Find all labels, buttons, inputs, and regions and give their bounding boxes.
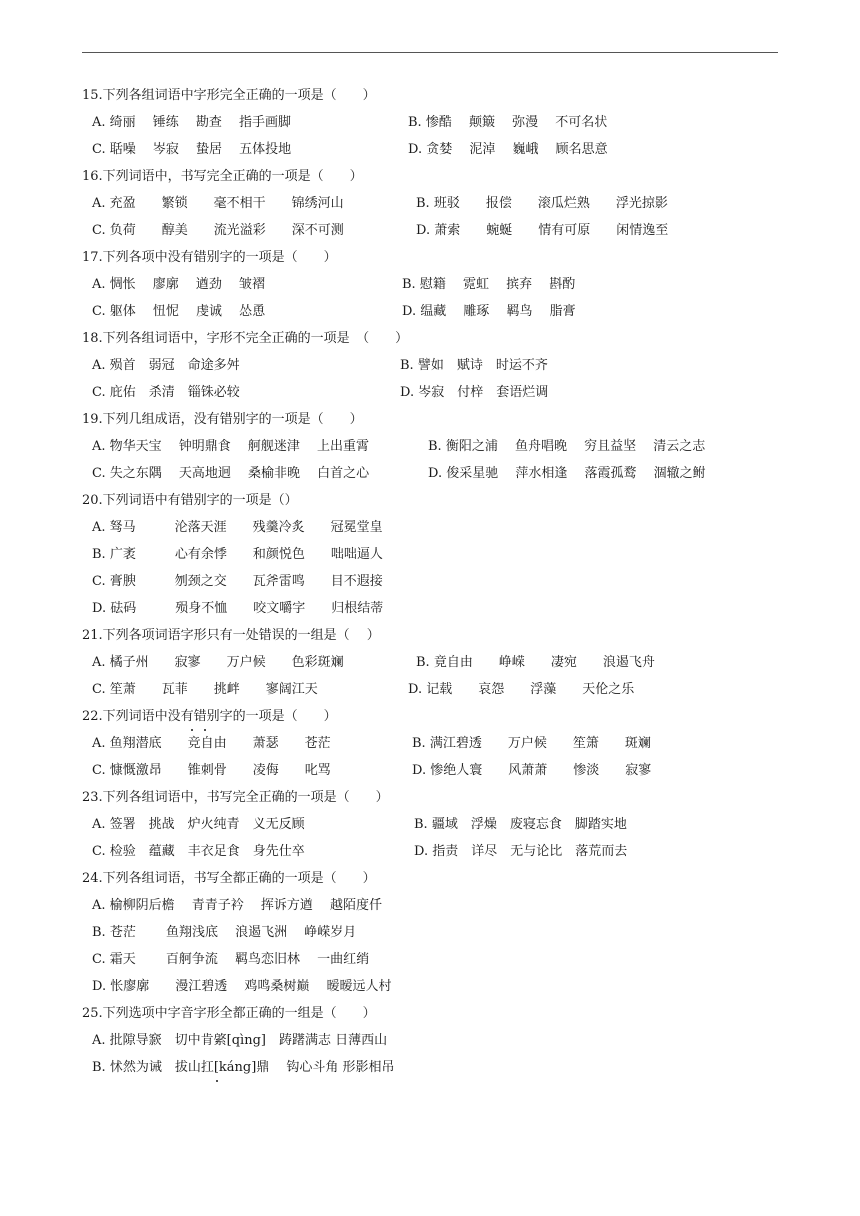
question-24-option-a: A. 榆柳阴后檐 青青子衿 挥诉方遒 越陌度仟 [92, 898, 383, 913]
question-25-option-b: B. 怵然为诫 拔山扛[káng]鼎 钩心斗角 形影相吊 [92, 1060, 395, 1075]
question-22-option-a: A. 鱼翔潜底 竞自由 萧瑟 苍茫 [92, 736, 331, 751]
question-16-option-d: D. 萧索 蜿蜒 情有可原 闲情逸至 [416, 223, 669, 238]
question-23-option-c: C. 检验 蕴藏 丰衣足食 身先仕卒 [92, 844, 305, 859]
question-15-option-c: C. 聒噪 岑寂 蛰居 五体投地 [92, 142, 292, 157]
header-rule [82, 52, 778, 53]
question-20-option-c: C. 膏腴 刎颈之交 瓦斧雷鸣 目不遐接 [92, 574, 383, 589]
question-21-option-b: B. 竟自由 峥嵘 凄宛 浪遏飞舟 [416, 655, 655, 670]
question-25-stem: 25.下列选项中字音字形全都正确的一组是（ ） [82, 1006, 376, 1021]
question-20-option-a: A. 驽马 沦落天涯 残羹冷炙 冠冕堂皇 [92, 520, 383, 535]
question-21-option-a: A. 橘子州 寂寥 万户候 色彩斑斓 [92, 655, 344, 670]
question-16-option-c: C. 负荷 醇美 流光溢彩 深不可测 [92, 223, 344, 238]
question-22-option-c: C. 慷慨激昂 锥刺骨 凌侮 叱骂 [92, 763, 331, 778]
question-23-option-b: B. 疆域 浮燥 废寝忘食 脚踏实地 [414, 817, 627, 832]
question-15-stem: 15.下列各组词语中字形完全正确的一项是（ ） [82, 88, 376, 103]
question-16-stem: 16.下列词语中，书写完全正确的一项是（ ） [82, 169, 363, 184]
question-24-option-b: B. 苍茫 鱼翔浅底 浪遏飞洲 峥嵘岁月 [92, 925, 357, 940]
question-15-option-a: A. 绮丽 锤练 勘查 指手画脚 [92, 115, 292, 130]
question-17-option-a: A. 惆怅 廖廓 遒劲 皱褶 [92, 277, 266, 292]
emphasis-dot-mark [198, 708, 211, 726]
emphasis-dot-mark [210, 1059, 223, 1077]
question-21-option-c: C. 笙萧 瓦菲 挑衅 寥阔江天 [92, 682, 318, 697]
question-19-option-d: D. 俊采星驰 萍水相逢 落霞孤鹜 涸辙之鲋 [428, 466, 706, 481]
question-23-option-d: D. 指责 详尽 无与论比 落荒而去 [414, 844, 628, 859]
question-15-option-b: B. 惨酷 颠簸 弥漫 不可名状 [408, 115, 608, 130]
question-21-stem: 21.下列各项词语字形只有一处错误的一组是（ ） [82, 628, 380, 643]
question-16-option-a: A. 充盈 繁锁 毫不相干 锦绣河山 [92, 196, 344, 211]
question-22-option-d: D. 惨绝人寰 风萧萧 惨淡 寂寥 [412, 763, 652, 778]
question-23-option-a: A. 签署 挑战 炉火纯青 义无反顾 [92, 817, 305, 832]
question-18-option-c: C. 庇佑 杀清 锱铢必较 [92, 385, 240, 400]
question-20-option-b: B. 广袤 心有余悸 和颜悦色 咄咄逼人 [92, 547, 383, 562]
question-24-stem: 24.下列各组词语，书写全都正确的一项是（ ） [82, 871, 376, 886]
question-19-option-a: A. 物华天宝 钟明鼎食 舸舰迷津 上出重霄 [92, 439, 370, 454]
question-23-stem: 23.下列各组词语中，书写完全正确的一项是（ ） [82, 790, 389, 805]
question-19-option-b: B. 衡阳之浦 鱼舟唱晚 穷且益坚 清云之志 [428, 439, 706, 454]
question-18-option-d: D. 岑寂 付梓 套语烂调 [400, 385, 549, 400]
question-17-option-c: C. 躯体 忸怩 虔诚 怂恿 [92, 304, 266, 319]
question-24-option-c: C. 霜天 百舸争流 羁鸟恋旧林 一曲红绡 [92, 952, 370, 967]
question-17-option-d: D. 缊藏 雕琢 羁鸟 脂膏 [402, 304, 576, 319]
question-20-stem: 20.下列词语中有错别字的一项是（） [82, 493, 298, 508]
question-15-option-d: D. 贪婪 泥淖 巍峨 顾名思意 [408, 142, 608, 157]
question-21-option-d: D. 记载 哀怨 浮藻 天伦之乐 [408, 682, 635, 697]
question-20-option-d: D. 砝码 殒身不恤 咬文嚼字 归根结蒂 [92, 601, 384, 616]
question-18-option-a: A. 殒首 弱冠 命途多舛 [92, 358, 240, 373]
question-22-option-b: B. 满江碧透 万户候 笙箫 斑斓 [412, 736, 651, 751]
question-18-option-b: B. 譬如 赋诗 时运不齐 [400, 358, 548, 373]
question-17-stem: 17.下列各项中没有错别字的一项是（ ） [82, 250, 337, 265]
question-17-option-b: B. 慰籍 霓虹 摈弃 斟酌 [402, 277, 576, 292]
question-19-stem: 19.下列几组成语，没有错别字的一项是（ ） [82, 412, 363, 427]
question-25-option-a: A. 批隙导窾 切中肯綮[qìng] 踌躇满志 日薄西山 [92, 1033, 388, 1048]
emphasis-dot-mark [185, 708, 198, 726]
question-24-option-d: D. 怅廖廓 漫江碧透 鸡鸣桑树巅 暧暧远人村 [92, 979, 392, 994]
question-22-stem-text: 22.下列词语中没有错别字的一项是（ ） [82, 709, 337, 724]
question-18-stem: 18.下列各组词语中，字形不完全正确的一项是 （ ） [82, 331, 409, 346]
question-19-option-c: C. 失之东隅 天高地迥 桑榆非晚 白首之心 [92, 466, 370, 481]
question-16-option-b: B. 班驳 报偿 滚瓜烂熟 浮光掠影 [416, 196, 668, 211]
